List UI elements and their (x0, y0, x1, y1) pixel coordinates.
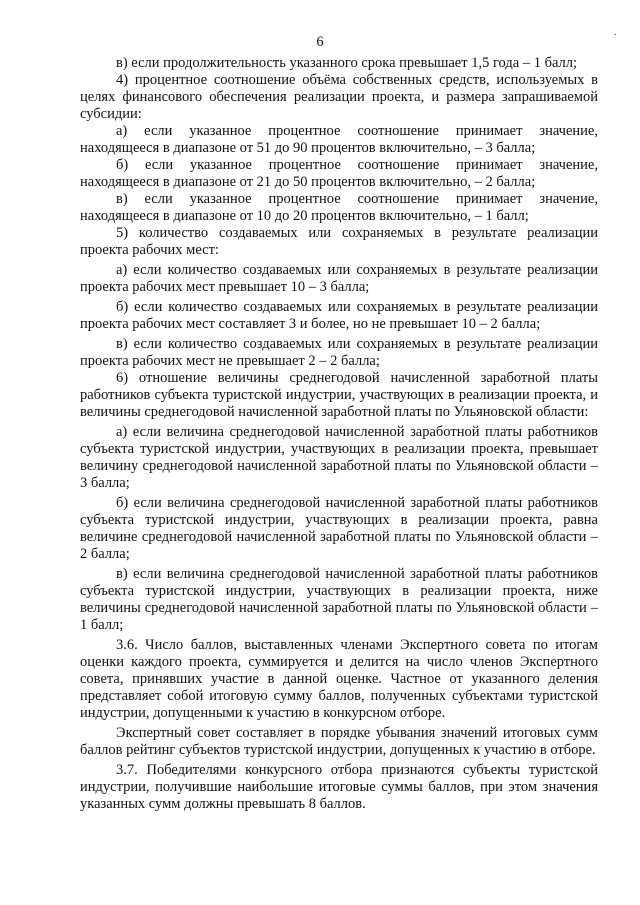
paragraph-criterion-6: 6) отношение величины среднегодовой начисленной заработной платы работников субъекта туристской индустрии, участвующих в реализации проекта, и величины среднегодовой начисленной заработной платы по Ульяновской области: (80, 370, 598, 420)
paragraph-criterion-4b: б) если указанное процентное соотношение принимает значение, находящееся в диапазоне от 21 до 50 процентов включительно, – 2 балла; (80, 157, 598, 190)
paragraph-criterion-5b: б) если количество создаваемых или сохраняемых в результате реализации проекта рабочих мест составляет 3 и более, но не превышает 10 – 2 балла; (80, 299, 598, 332)
paragraph-criterion-3c: в) если продолжительность указанного срока превышает 1,5 года – 1 балл; (116, 55, 578, 71)
paragraph-criterion-6c: в) если величина среднегодовой начисленной заработной платы работников субъекта туристской индустрии, участвующих в реализации проекта, ниже величины среднегодовой начисленной заработной платы по Ульяновской области – 1 балл; (80, 566, 598, 633)
paragraph-criterion-6a: а) если величина среднегодовой начисленной заработной платы работников субъекта туристской индустрии, участвующих в реализации проекта, превышает величину среднегодовой начисленной заработной платы по Ульяновской области – 3 балла; (80, 424, 598, 491)
paragraph-criterion-6b: б) если величина среднегодовой начисленной заработной платы работников субъекта туристской индустрии, участвующих в реализации проекта, равна величине среднегодовой начисленной заработной платы по Ульяновской области – 2 балла; (80, 495, 598, 562)
paragraph-section-3-6: 3.6. Число баллов, выставленных членами Экспертного совета по итогам оценки каждого проекта, суммируется и делится на число членов Экспертного совета, принявших участие в данной оценке. Частное от указанного деления представляет собой итоговую сумму баллов, полученных субъектами туристской индустрии, допущенными к участию в конкурсном отборе. (80, 637, 598, 721)
paragraph-criterion-5a: а) если количество создаваемых или сохраняемых в результате реализации проекта рабочих мест превышает 10 – 3 балла; (80, 262, 598, 295)
paragraph-section-3-7: 3.7. Победителями конкурсного отбора признаются субъекты туристской индустрии, получившие наибольшие итоговые суммы баллов, при этом значения указанных сумм должны превышать 8 баллов. (80, 762, 598, 812)
corner-mark: . (614, 27, 617, 38)
paragraph-criterion-4c: в) если указанное процентное соотношение принимает значение, находящееся в диапазоне от 10 до 20 процентов включительно, – 1 балл; (80, 191, 598, 224)
paragraph-criterion-5c: в) если количество создаваемых или сохраняемых в результате реализации проекта рабочих мест не превышает 2 – 2 балла; (80, 336, 598, 369)
document-body (80, 55, 598, 813)
paragraph-criterion-4a: а) если указанное процентное соотношение принимает значение, находящееся в диапазоне от 51 до 90 процентов включительно, – 3 балла; (80, 123, 598, 156)
paragraph-criterion-4: 4) процентное соотношение объёма собственных средств, используемых в целях финансового обеспечения реализации проекта, и размера запрашиваемой субсидии: (80, 72, 598, 122)
paragraph-expert-council-rating: Экспертный совет составляет в порядке убывания значений итоговых сумм баллов рейтинг субъектов туристской индустрии, допущенных к участию в отборе. (80, 725, 598, 758)
paragraph-criterion-5: 5) количество создаваемых или сохраняемых в результате реализации проекта рабочих мест: (80, 225, 598, 258)
page-number: 6 (316, 34, 324, 50)
